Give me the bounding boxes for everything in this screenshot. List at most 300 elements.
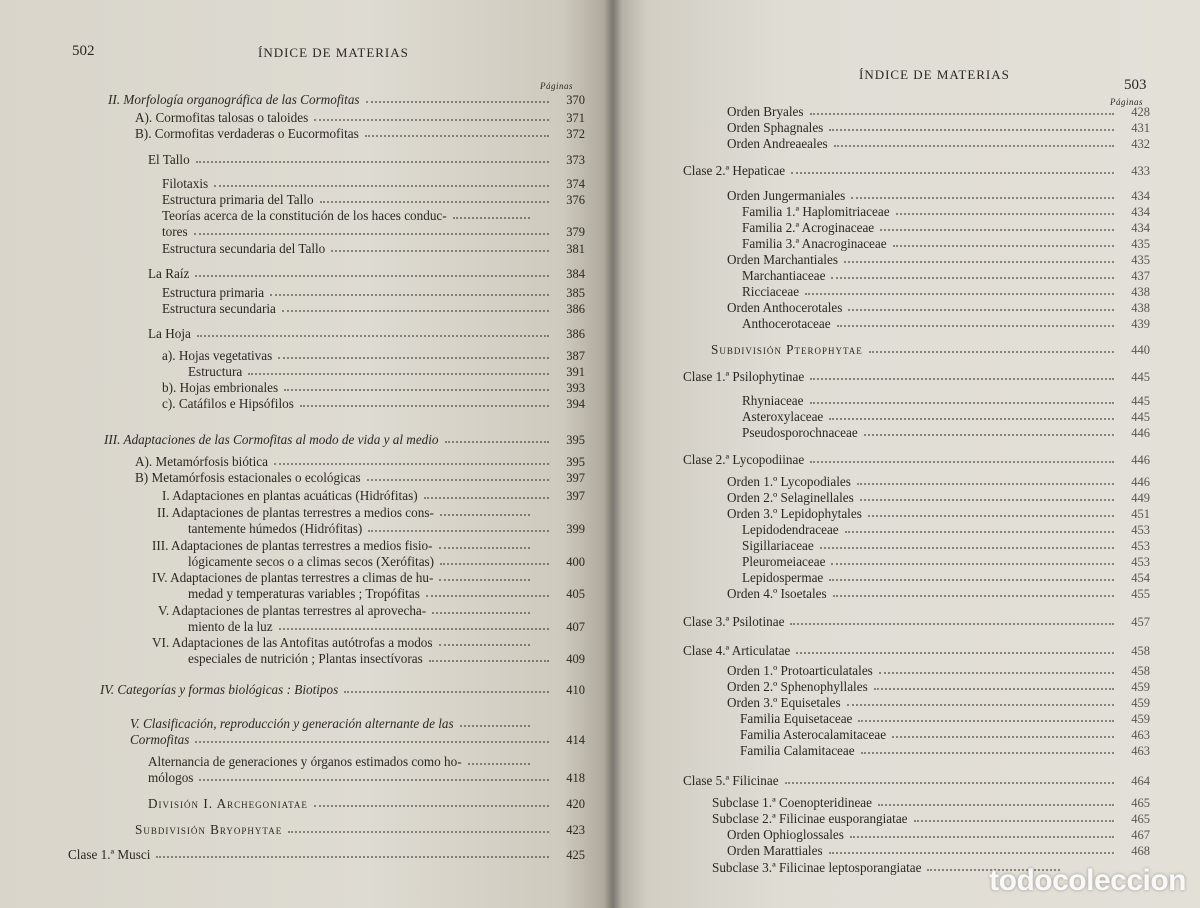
index-entry-page: 387 (566, 349, 585, 363)
dot-leader (278, 353, 549, 359)
index-entry-title: Orden Jungermaniales (727, 188, 846, 203)
index-entry-title: IV. Adaptaciones de plantas terrestres a climas de hu- (152, 570, 434, 585)
index-entry-title: V. Adaptaciones de plantas terrestres al aprovecha- (158, 603, 427, 618)
dot-leader (460, 721, 530, 727)
index-entry-page: 428 (1131, 105, 1150, 119)
dot-leader (270, 290, 549, 296)
dot-leader (790, 619, 1114, 625)
index-entry (727, 104, 1150, 120)
index-entry-title: Clase 2.ª Lycopodiinae (683, 452, 805, 467)
index-entry-title: medad y temperaturas variables ; Tropófitas (188, 586, 420, 601)
index-entry-page: 420 (566, 797, 585, 811)
index-entry (727, 586, 1150, 602)
index-entry-page: 458 (1131, 664, 1150, 678)
index-entry (188, 651, 585, 667)
index-entry (162, 380, 585, 396)
index-entry-title: Lepidospermae (742, 570, 824, 585)
index-entry-page: 468 (1131, 844, 1150, 858)
index-entry-title: Orden 1.º Lycopodiales (727, 474, 851, 489)
right-page-number: 503 (1124, 77, 1147, 93)
dot-leader (199, 775, 549, 781)
index-entry-title: Subclase 3.ª Filicinae leptosporangiatae (712, 860, 922, 875)
index-entry (135, 454, 585, 470)
index-entry-title: Familia 3.ª Anacroginaceae (742, 236, 887, 251)
index-entry-title: Orden 3.º Equisetales (727, 695, 841, 710)
index-entry-title: Subclase 1.ª Coenopteridineae (712, 795, 873, 810)
index-entry (108, 92, 585, 108)
index-entry-title: B) Metamórfosis estacionales o ecológicas (135, 470, 361, 485)
index-entry (712, 811, 1150, 827)
dot-leader (214, 181, 549, 187)
index-entry-page: 446 (1131, 426, 1150, 440)
dot-leader (868, 511, 1114, 517)
index-entry-page: 455 (1131, 587, 1150, 601)
index-entry-title: Clase 5.ª Filicinae (683, 773, 779, 788)
index-entry-page: 440 (1131, 343, 1150, 357)
index-entry (742, 204, 1150, 220)
index-entry-title: Orden 2.º Selaginellales (727, 490, 854, 505)
dot-leader (892, 732, 1114, 738)
index-entry (742, 538, 1150, 554)
dot-leader (426, 591, 549, 597)
index-entry-title: Pleuromeiaceae (742, 554, 826, 569)
index-entry-title: La Hoja (148, 326, 191, 341)
dot-leader (274, 459, 549, 465)
dot-leader (847, 700, 1114, 706)
index-entry (742, 316, 1150, 332)
book-gutter-shadow (604, 0, 622, 908)
dot-leader (468, 759, 530, 765)
dot-leader (344, 687, 549, 693)
dot-leader (320, 197, 549, 203)
index-entry (148, 326, 585, 342)
index-entry-title: VI. Adaptaciones de las Antofitas autótrofas a modos (152, 635, 433, 650)
right-page (612, 0, 1200, 908)
index-entry-title: Orden Marattiales (727, 843, 823, 858)
dot-leader (791, 168, 1114, 174)
index-entry-page: 454 (1131, 571, 1150, 585)
index-entry-title: miento de la luz (188, 619, 273, 634)
index-entry (152, 538, 530, 554)
index-entry-title: Teorías acerca de la constitución de los haces conduc- (162, 208, 447, 223)
index-entry-page: 391 (566, 365, 585, 379)
index-entry-page: 370 (566, 93, 585, 107)
index-entry-title: Orden 4.º Isoetales (727, 586, 827, 601)
dot-leader (300, 401, 549, 407)
index-entry-page: 386 (566, 327, 585, 341)
index-entry-page: 438 (1131, 285, 1150, 299)
index-entry (188, 364, 585, 380)
index-entry (727, 474, 1150, 490)
index-entry-title: Marchantiaceae (742, 268, 826, 283)
dot-leader (195, 271, 549, 277)
index-entry (740, 743, 1150, 759)
index-entry-title: II. Morfología organográfica de las Cormofitas (108, 92, 360, 107)
dot-leader (194, 229, 549, 235)
index-entry-title: División I. Archegoniatae (148, 796, 308, 811)
index-entry (162, 224, 585, 240)
dot-leader (879, 668, 1114, 674)
index-entry (683, 163, 1150, 179)
index-entry (130, 732, 585, 748)
index-entry-title: Cormofitas (130, 732, 190, 747)
index-entry-title: tantemente húmedos (Hidrófitas) (188, 521, 363, 536)
index-entry-title: Orden Andreaeales (727, 136, 828, 151)
index-entry (162, 301, 585, 317)
index-entry (727, 827, 1150, 843)
index-entry-title: Familia Equisetaceae (740, 711, 853, 726)
index-entry-title: Sigillariaceae (742, 538, 814, 553)
index-entry-page: 386 (566, 302, 585, 316)
index-entry-page: 449 (1131, 491, 1150, 505)
dot-leader (195, 737, 549, 743)
index-entry-title: A). Cormofitas talosas o taloides (135, 110, 309, 125)
dot-leader (810, 109, 1114, 115)
index-entry (162, 176, 585, 192)
index-entry (683, 643, 1150, 659)
index-entry (727, 300, 1150, 316)
index-entry (148, 754, 530, 770)
index-entry-page: 434 (1131, 205, 1150, 219)
dot-leader (834, 141, 1114, 147)
index-entry-title: Orden Bryales (727, 104, 804, 119)
index-entry-page: 435 (1131, 237, 1150, 251)
index-entry (148, 796, 585, 812)
index-entry-page: 374 (566, 177, 585, 191)
index-entry (188, 586, 585, 602)
dot-leader (810, 398, 1114, 404)
index-entry-title: B). Cormofitas verdaderas o Eucormofitas (135, 126, 359, 141)
index-entry-page: 384 (566, 267, 585, 281)
index-entry (727, 506, 1150, 522)
dot-leader (439, 543, 530, 549)
dot-leader (453, 213, 530, 219)
index-entry-title: Rhyniaceae (742, 393, 804, 408)
index-entry-page: 397 (566, 489, 585, 503)
index-entry-page: 435 (1131, 253, 1150, 267)
dot-leader (896, 209, 1114, 215)
index-entry (188, 521, 585, 537)
dot-leader (366, 97, 549, 103)
dot-leader (864, 430, 1114, 436)
index-entry (683, 369, 1150, 385)
dot-leader (796, 648, 1114, 654)
dot-leader (445, 437, 549, 443)
dot-leader (810, 374, 1114, 380)
dot-leader (829, 125, 1114, 131)
dot-leader (368, 526, 549, 532)
dot-leader (810, 457, 1114, 463)
index-entry (157, 505, 530, 521)
dot-leader (439, 575, 530, 581)
index-entry-title: Orden 1.º Protoarticulatales (727, 663, 873, 678)
dot-leader (429, 656, 549, 662)
index-entry-title: Familia Asterocalamitaceae (740, 727, 887, 742)
right-running-header: ÍNDICE DE MATERIAS (859, 67, 1010, 82)
dot-leader (880, 225, 1114, 231)
index-entry (162, 241, 585, 257)
left-paginas-label: Páginas (540, 81, 574, 91)
index-entry-page: 405 (566, 587, 585, 601)
index-entry-title: III. Adaptaciones de las Cormofitas al modo de vida y al medio (104, 432, 439, 447)
index-entry-page: 463 (1131, 744, 1150, 758)
index-entry-title: Anthocerotaceae (742, 316, 831, 331)
index-entry-title: especiales de nutrición ; Plantas insectívoras (188, 651, 423, 666)
dot-leader (831, 559, 1114, 565)
index-entry (727, 663, 1150, 679)
index-entry-title: Estructura primaria del Tallo (162, 192, 314, 207)
index-entry-title: Estructura primaria (162, 285, 265, 300)
index-entry-title: IV. Categorías y formas biológicas : Biotipos (100, 682, 339, 697)
index-entry-page: 431 (1131, 121, 1150, 135)
index-entry (742, 409, 1150, 425)
index-entry (742, 554, 1150, 570)
index-entry (104, 432, 585, 448)
index-entry-page: 423 (566, 823, 585, 837)
dot-leader (829, 575, 1114, 581)
index-entry (742, 268, 1150, 284)
index-entry-title: lógicamente secos o a climas secos (Xerófitas) (188, 554, 435, 569)
index-entry (188, 619, 585, 635)
index-entry (742, 284, 1150, 300)
index-entry-page: 395 (566, 433, 585, 447)
dot-leader (829, 414, 1114, 420)
index-entry-page: 465 (1131, 796, 1150, 810)
dot-leader (440, 559, 549, 565)
index-entry-title: Orden Marchantiales (727, 252, 838, 267)
index-entry (158, 603, 530, 619)
dot-leader (893, 241, 1114, 247)
dot-leader (282, 306, 549, 312)
index-entry (742, 236, 1150, 252)
index-entry (148, 770, 585, 786)
index-entry-page: 459 (1131, 680, 1150, 694)
index-entry-page: 381 (566, 242, 585, 256)
index-entry-page: 410 (566, 683, 585, 697)
dot-leader (858, 716, 1114, 722)
index-entry (727, 252, 1150, 268)
index-entry-page: 459 (1131, 712, 1150, 726)
index-entry-page: 407 (566, 620, 585, 634)
dot-leader (284, 385, 549, 391)
index-entry-title: Familia 1.ª Haplomitriaceae (742, 204, 890, 219)
dot-leader (196, 157, 549, 163)
index-entry-title: Clase 1.ª Psilophytinae (683, 369, 805, 384)
index-entry (683, 452, 1150, 468)
index-entry-page: 453 (1131, 523, 1150, 537)
index-entry (148, 152, 585, 168)
dot-leader (248, 369, 549, 375)
index-entry-title: Orden Sphagnales (727, 120, 824, 135)
dot-leader (288, 827, 549, 833)
index-entry (152, 635, 530, 651)
dot-leader (850, 832, 1114, 838)
index-entry-title: Familia Calamitaceae (740, 743, 855, 758)
index-entry-page: 453 (1131, 555, 1150, 569)
dot-leader (874, 684, 1114, 690)
index-entry-page: 371 (566, 111, 585, 125)
dot-leader (831, 273, 1114, 279)
dot-leader (851, 193, 1114, 199)
dot-leader (367, 475, 549, 481)
index-entry-page: 445 (1131, 370, 1150, 384)
index-entry (742, 220, 1150, 236)
index-entry-page: 385 (566, 286, 585, 300)
index-entry-title: tores (162, 224, 188, 239)
index-entry-page: 437 (1131, 269, 1150, 283)
index-entry (135, 126, 585, 142)
index-entry-page: 457 (1131, 615, 1150, 629)
index-entry-page: 445 (1131, 410, 1150, 424)
index-entry-page: 395 (566, 455, 585, 469)
dot-leader (860, 495, 1114, 501)
index-entry (162, 488, 585, 504)
index-entry-title: Subclase 2.ª Filicinae eusporangiatae (712, 811, 908, 826)
index-entry-title: Subdivisión Pterophytae (711, 342, 863, 357)
index-entry-page: 434 (1131, 189, 1150, 203)
index-entry-page: 379 (566, 225, 585, 239)
index-entry (135, 470, 585, 486)
index-entry (742, 425, 1150, 441)
index-entry-page: 432 (1131, 137, 1150, 151)
dot-leader (848, 305, 1114, 311)
index-entry-page: 453 (1131, 539, 1150, 553)
index-entry-page: 445 (1131, 394, 1150, 408)
index-entry (712, 795, 1150, 811)
dot-leader (845, 527, 1114, 533)
dot-leader (156, 852, 549, 858)
dot-leader (820, 543, 1114, 549)
left-running-header: ÍNDICE DE MATERIAS (258, 45, 409, 60)
index-entry-page: 409 (566, 652, 585, 666)
index-entry-page: 434 (1131, 221, 1150, 235)
index-entry-title: Estructura secundaria (162, 301, 276, 316)
index-entry (162, 348, 585, 364)
dot-leader (837, 321, 1114, 327)
index-entry (727, 695, 1150, 711)
index-entry-title: Estructura secundaria del Tallo (162, 241, 326, 256)
index-entry (683, 614, 1150, 630)
index-entry-title: b). Hojas embrionales (162, 380, 279, 395)
index-entry-title: La Raíz (148, 266, 190, 281)
index-entry-title: V. Clasificación, reproducción y generación alternante de las (130, 716, 454, 731)
dot-leader (331, 246, 549, 252)
index-entry-title: Lepidodendraceae (742, 522, 839, 537)
index-entry-page: 467 (1131, 828, 1150, 842)
index-entry-title: Orden Anthocerotales (727, 300, 843, 315)
index-entry-page: 463 (1131, 728, 1150, 742)
index-entry-page: 400 (566, 555, 585, 569)
dot-leader (805, 289, 1114, 295)
index-entry-title: Clase 4.ª Articulatae (683, 643, 791, 658)
dot-leader (440, 510, 530, 516)
index-entry (727, 843, 1150, 859)
index-entry (742, 393, 1150, 409)
index-entry-page: 425 (566, 848, 585, 862)
index-entry-page: 464 (1131, 774, 1150, 788)
index-entry-page: 394 (566, 397, 585, 411)
index-entry-title: Clase 3.ª Psilotinae (683, 614, 785, 629)
index-entry-page: 373 (566, 153, 585, 167)
index-entry-title: Filotaxis (162, 176, 209, 191)
index-entry (727, 188, 1150, 204)
index-entry-title: II. Adaptaciones de plantas terrestres a medios cons- (157, 505, 434, 520)
index-entry-title: Alternancia de generaciones y órganos estimados como ho- (148, 754, 462, 769)
dot-leader (432, 608, 530, 614)
index-entry-title: Clase 1.ª Musci (68, 847, 151, 862)
index-entry-page: 451 (1131, 507, 1150, 521)
index-entry-title: Familia 2.ª Acroginaceae (742, 220, 875, 235)
dot-leader (314, 115, 549, 121)
index-entry-page: 372 (566, 127, 585, 141)
watermark-logo: todocoleccion (989, 864, 1186, 897)
index-entry (152, 570, 530, 586)
index-entry (162, 285, 585, 301)
index-entry (162, 192, 585, 208)
index-entry-title: I. Adaptaciones en plantas acuáticas (Hidrófitas) (162, 488, 418, 503)
index-entry-title: Orden 3.º Lepidophytales (727, 506, 862, 521)
dot-leader (878, 800, 1114, 806)
index-entry (188, 554, 585, 570)
index-entry (68, 847, 585, 863)
index-entry-title: Estructura (188, 364, 243, 379)
index-entry-title: c). Catáfilos e Hipsófilos (162, 396, 294, 411)
dot-leader (861, 748, 1114, 754)
index-entry (135, 822, 585, 838)
index-entry (683, 773, 1150, 789)
dot-leader (833, 591, 1114, 597)
index-entry-title: Orden 2.º Sphenophyllales (727, 679, 868, 694)
dot-leader (914, 816, 1114, 822)
index-entry (162, 396, 585, 412)
index-entry (130, 716, 530, 732)
index-entry-title: mólogos (148, 770, 194, 785)
index-entry-page: 399 (566, 522, 585, 536)
index-entry-title: Orden Ophioglossales (727, 827, 844, 842)
index-entry (727, 490, 1150, 506)
index-entry-page: 459 (1131, 696, 1150, 710)
index-entry (742, 522, 1150, 538)
index-entry-page: 414 (566, 733, 585, 747)
index-entry-page: 446 (1131, 453, 1150, 467)
index-entry-page: 465 (1131, 812, 1150, 826)
index-entry-page: 433 (1131, 164, 1150, 178)
index-entry-page: 439 (1131, 317, 1150, 331)
index-entry-page: 446 (1131, 475, 1150, 489)
index-entry (727, 120, 1150, 136)
dot-leader (857, 479, 1114, 485)
left-page-number: 502 (72, 43, 95, 59)
index-entry (727, 679, 1150, 695)
index-entry-page: 397 (566, 471, 585, 485)
index-entry-title: Subdivisión Bryophytae (135, 822, 283, 837)
dot-leader (197, 331, 549, 337)
dot-leader (314, 801, 549, 807)
index-entry (742, 570, 1150, 586)
index-entry (740, 711, 1150, 727)
index-entry-page: 458 (1131, 644, 1150, 658)
index-entry-page: 393 (566, 381, 585, 395)
dot-leader (365, 131, 549, 137)
index-entry-title: Pseudosporochnaceae (742, 425, 858, 440)
index-entry (100, 682, 585, 698)
index-entry-page: 418 (566, 771, 585, 785)
index-entry-page: 376 (566, 193, 585, 207)
index-entry-title: Clase 2.ª Hepaticae (683, 163, 786, 178)
dot-leader (424, 493, 549, 499)
dot-leader (829, 848, 1114, 854)
index-entry-title: III. Adaptaciones de plantas terrestres a medios fisio- (152, 538, 433, 553)
